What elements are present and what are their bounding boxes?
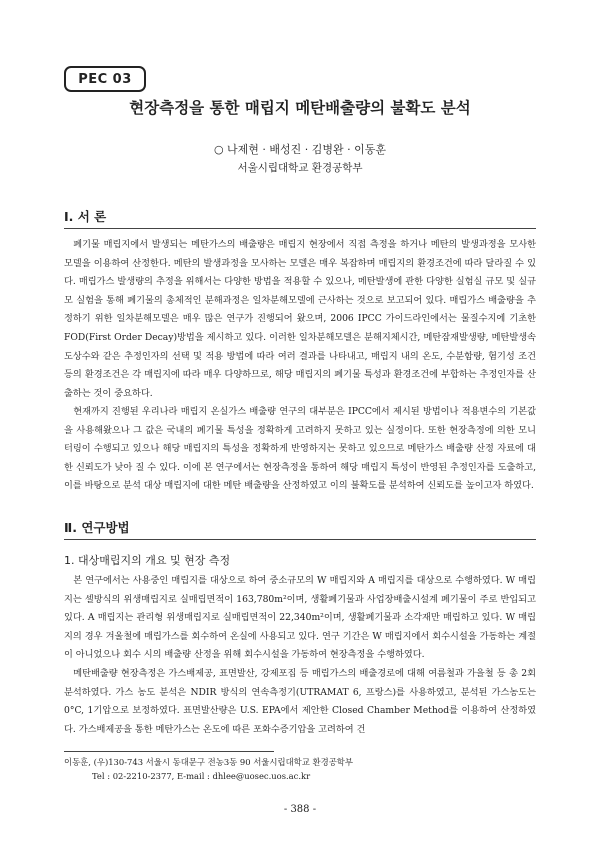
page-number: - 388 -	[283, 804, 317, 815]
methods-paragraph-1: 본 연구에서는 사용중인 매립지를 대상으로 하여 중소규모의 W 매립지와 A 매립지를 대상으로 수행하였다. W 매립지는 셀방식의 위생매립지로 실매립면적이 163,780m²이며, 생활폐기물과 사업장배출시설계 폐기물이 주로 반입되고 있다. A 매립지는 관리형 위생매립지로 실매립면적이 22,340m²이며, 생활폐기물과 소각재만 매립하고 있다. W 매립지의 경우 겨울철에 매립가스를 회수하여 온실에 사용되고 있다. 연구 기간은 W 매립지에서 회수시설을 가동하는 계절이 아니었으나 회수 시의 배출량 산정을 위해 회수시설을 가동하여 현장측정을 수행하였다.	[64, 575, 536, 661]
subsection-heading: 1. 대상매립지의 개요 및 현장 측정	[64, 554, 231, 567]
methods-paragraph-2: 메탄배출량 현장측정은 가스배제공, 표면발산, 강제포집 등 매립가스의 배출경로에 대해 여름철과 가을철 등 총 2회 분석하였다. 가스 농도 분석은 NDIR 방식의 연속측정기(UTRAMAT 6, 프랑스)를 사용하였고, 분석된 가스농도는 0°C, 1기압으로 보정하였다. 표면발산량은 U.S. EPA에서 제안한 Closed Chamber Method를 이용하여 산정하였다. 가스배제공을 통한 메탄가스는 온도에 따른 포화수증기압을 고려하여 건	[64, 668, 536, 735]
section-heading-methods: Ⅱ. 연구방법	[64, 520, 130, 535]
paper-code-badge: PEC 03	[64, 66, 146, 92]
section-divider	[64, 539, 536, 540]
section-divider	[64, 228, 536, 229]
paper-title: 현장측정을 통한 매립지 메탄배출량의 불확도 분석	[129, 99, 471, 117]
footnote-contact: Tel : 02-2210-2377, E-mail : dhlee@uosec.uos.ac.kr	[92, 771, 311, 781]
intro-paragraph-1: 폐기물 매립지에서 발생되는 메탄가스의 배출량은 매립지 현장에서 직접 측정을 하거나 메탄의 발생과정을 모사한 모델을 이용하여 산정한다. 메탄의 발생과정을 모사하는 모델은 매우 복잡하며 매립지의 환경조건에 따라 달라질 수 있다. 매립가스 발생량의 추정을 위해서는 다양한 방법을 적용할 수 있으나, 메탄발생에 관한 다양한 실험실 규모 및 실규모 실험을 통해 폐기물의 총체적인 분해과정은 일차분해모델에 근사하는 것으로 보고되어 있다. 매립가스 배출량을 추정하기 위한 일차분해모델은 매우 많은 연구가 진행되어 왔으며, 2006 IPCC 가이드라인에서는 물질수지에 기초한 FOD(First Order Decay)방법을 제시하고 있다. 이러한 일차분해모델은 분해지체시간, 메탄잠재발생량, 메탄발생속도상수와 같은 추정인자의 선택 및 적용 방법에 따라 여러 결과를 나타내고, 매립지 내의 온도, 수분함량, 혐기성 조건 등의 환경조건은 각 매립지에 따라 매우 다양하므로, 해당 매립지의 폐기물 특성과 환경조건에 부합하는 추정인자를 산출하는 것이 중요하다.	[64, 239, 536, 399]
author-list: ○ 나제현 · 배성진 · 김병완 · 이동훈	[213, 143, 387, 156]
section-heading-introduction: Ⅰ. 서 론	[64, 209, 107, 224]
intro-paragraph-2: 현재까지 진행된 우리나라 매립지 온실가스 배출량 연구의 대부분은 IPCC에서 제시된 방법이나 적용변수의 기본값을 사용해왔으나 그 값은 국내의 폐기물 특성을 정확하게 고려하지 못하고 있는 실정이다. 또한 현장측정에 의한 모니터링이 수행되고 있으나 해당 매립지의 특성을 정확하게 반영하지는 못하고 있으므로 메탄가스 배출량 산정 자료에 대한 신뢰도가 낮아 질 수 있다. 이에 본 연구에서는 현장측정을 통하여 해당 매립지 특성이 반영된 추정인자를 도출하고, 이를 바탕으로 분석 대상 매립지에 대한 메탄 배출량을 산정하였고 이의 불확도를 분석하여 신뢰도를 높이고자 하였다.	[64, 406, 536, 492]
footnote-address: 이동훈, (우)130-743 서울시 동대문구 전농3동 90 서울시립대학교 환경공학부	[64, 757, 353, 767]
footnote-divider	[64, 751, 274, 752]
affiliation: 서울시립대학교 환경공학부	[237, 162, 363, 174]
